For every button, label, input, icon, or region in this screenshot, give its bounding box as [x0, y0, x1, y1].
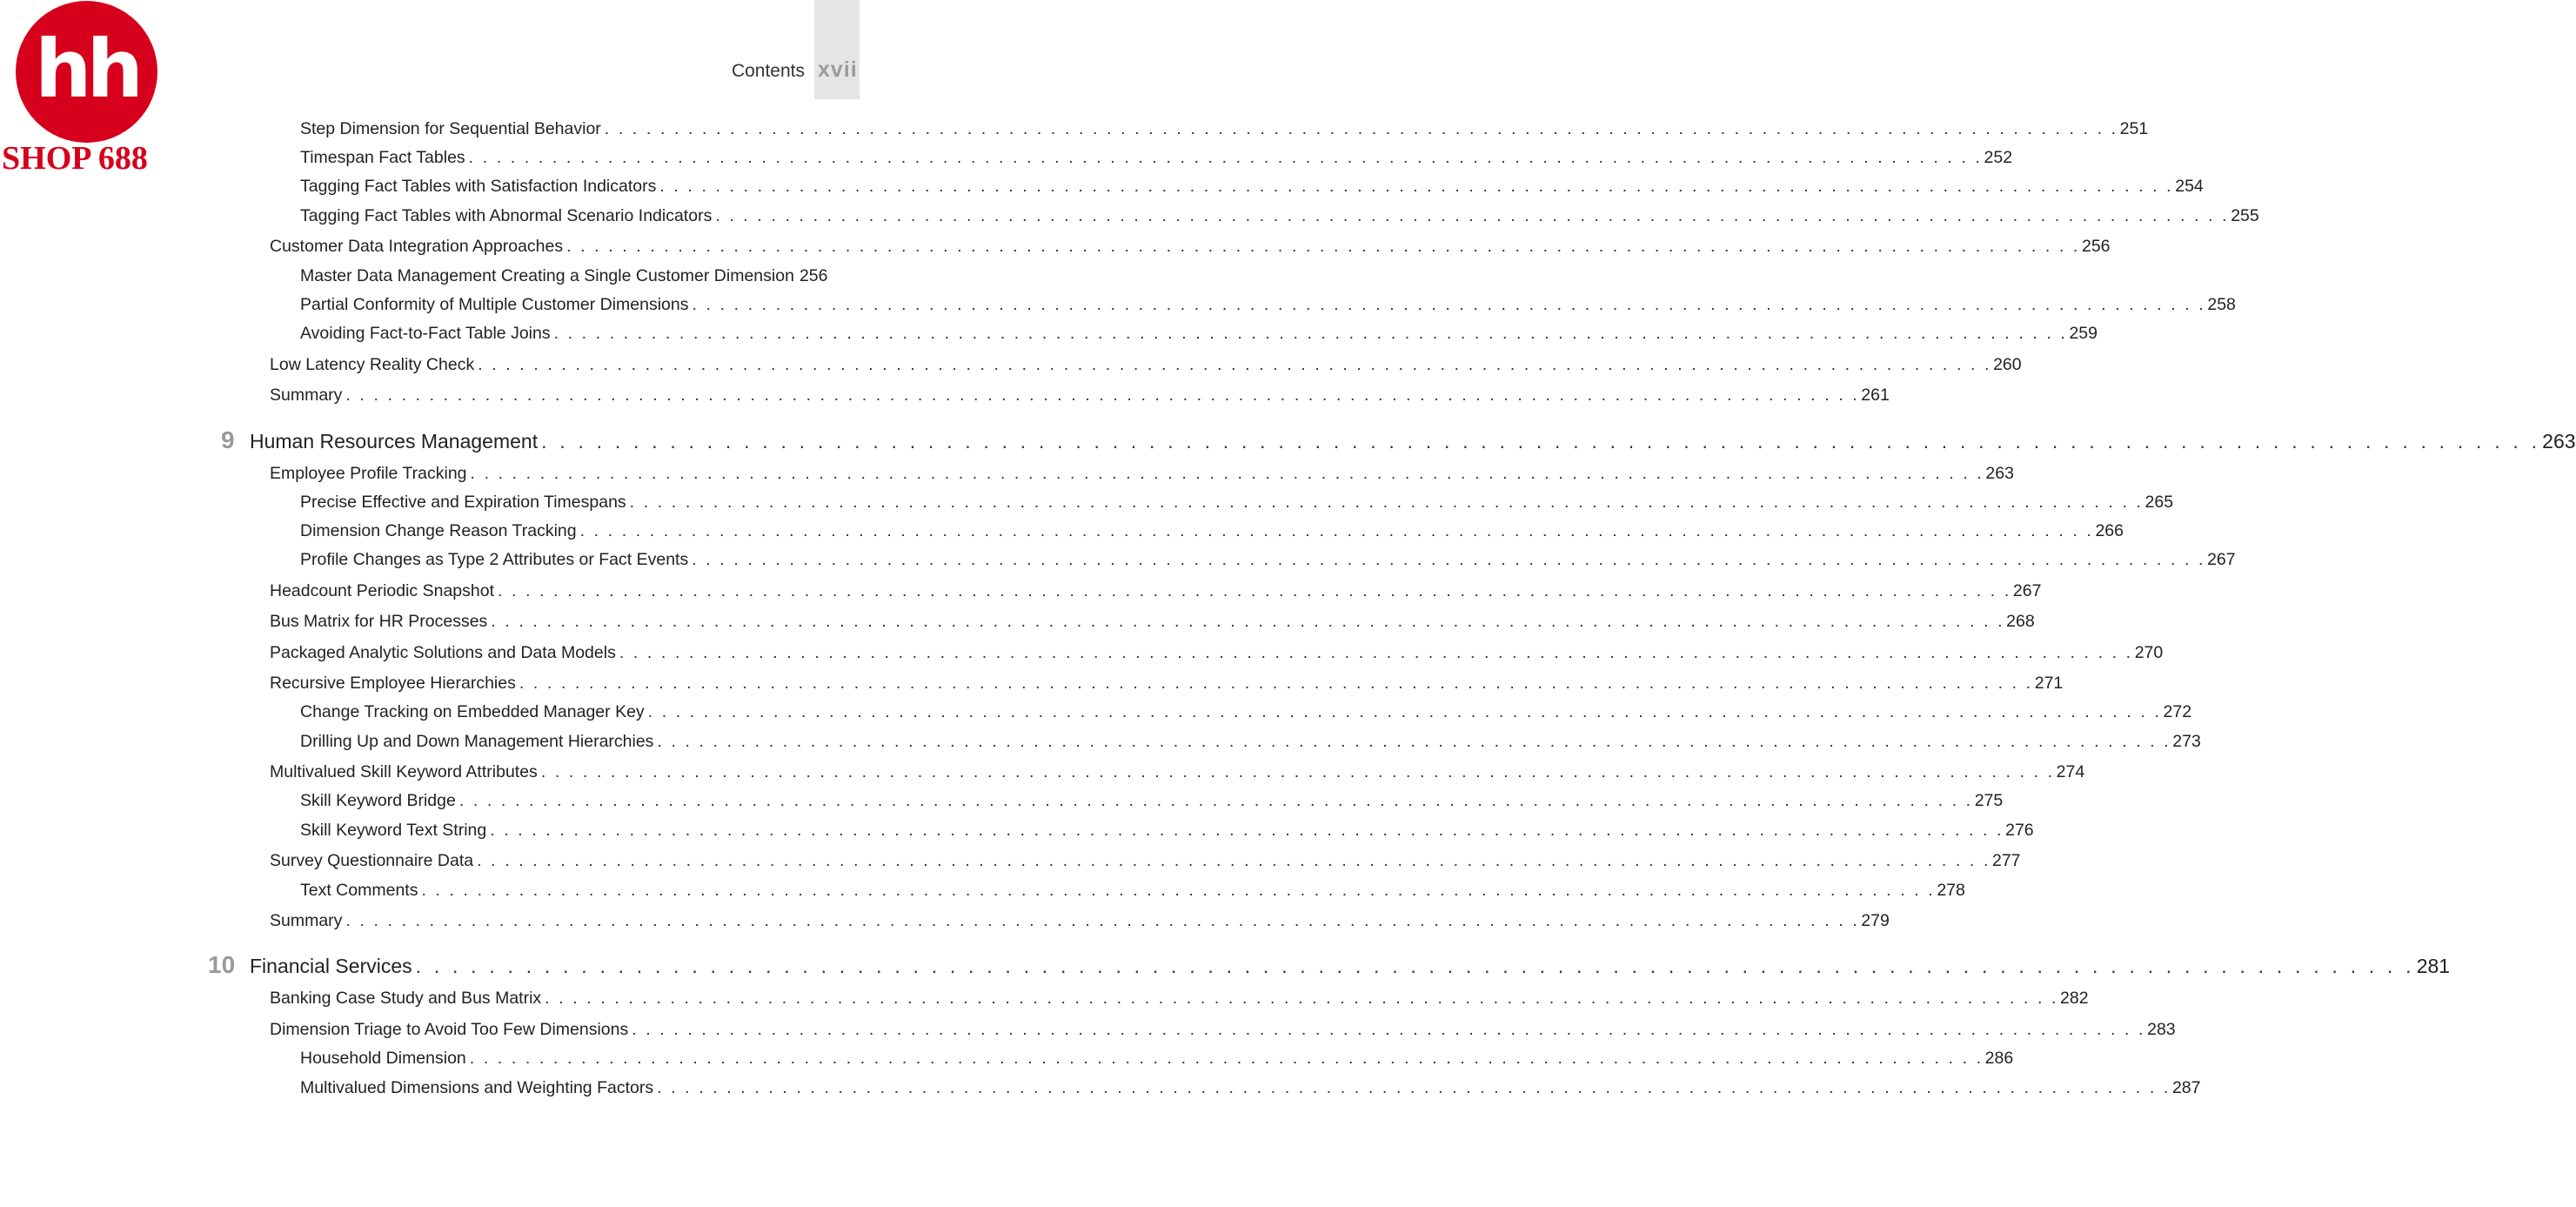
toc-entry-title: Survey Questionnaire Data	[270, 851, 474, 870]
dot-leader: . . . . . . . . . . . . . . . . . . . . . . . . . . . . . . . . . . . . . . . . . . . . . . . . . . . . . . . . . . . . . . . . . . . . . . . . . . . . . . . . . . . . . . . . . . . . . . . . . . . . . . . . . . . . .	[490, 821, 2004, 840]
toc-entry-page-number: 278	[1937, 881, 1965, 900]
toc-entry-page-number: 279	[1861, 911, 1890, 930]
toc-chapter-entry[interactable]	[250, 953, 2451, 979]
toc-entry[interactable]	[300, 322, 2098, 345]
toc-entry-title: Human Resources Management	[250, 430, 539, 453]
toc-entry-page-number: 267	[2207, 550, 2236, 569]
toc-entry[interactable]	[270, 353, 2022, 376]
toc-chapter-entry[interactable]	[250, 428, 2576, 454]
toc-entry[interactable]	[300, 265, 826, 287]
toc-entry-title: Headcount Periodic Snapshot	[270, 581, 495, 600]
toc-entry-title: Profile Changes as Type 2 Attributes or Fact Events	[300, 550, 689, 569]
running-header-title: Contents	[731, 61, 805, 81]
dot-leader: . . . . . . . . . . . . . . . . . . . . . . . . . . . . . . . . . . . . . . . . . . . . . . . . . . . . . . . . . . . . . . . . . . . . . . . . . . . . . . . . . . . . . . . . . . . . . . . . . . . . . . . . . . . . .	[345, 911, 1860, 930]
dot-leader: . . . . . . . . . . . . . . . . . . . . . . . . . . . . . . . . . . . . . . . . . . . . . . . . . . . . . . . . . . . . . . . . . . . . . . . . . . . . . . . . . . . . . . . . . . . . . . . . . . . . . . . . . . . . .	[545, 989, 2059, 1008]
toc-entry-page-number: 266	[2095, 521, 2124, 540]
toc-entry-title: Skill Keyword Bridge	[300, 791, 456, 810]
toc-entry-title: Household Dimension	[300, 1049, 466, 1068]
dot-leader: . . . . . . . . . . . . . . . . . . . . . . . . . . . . . . . . . . . . . . . . . . . . . . . . . . . . . . . . . . . . . . . . . . . . . . . . . . . . . . . . . . . . . . . . . . . . . . . . . . . . . . . . . . . . .	[478, 355, 1992, 374]
toc-entry[interactable]	[300, 789, 2004, 812]
toc-entry-title: Summary	[270, 911, 343, 930]
header-tab	[814, 0, 860, 99]
toc-entry-page-number: 286	[1984, 1049, 2014, 1068]
dot-leader: . . . . . . . . . . . . . . . . . . . . . . . . . . . . . . . . . . . . . . . . . . . . . . . . . . . . . . . . . . . . . . . . . . . . . . . . . . . . . . . . . . . . . . . . . . . . . . . . . . . . . . . . . . . . .	[470, 464, 1984, 483]
toc-entry-title: Step Dimension for Sequential Behavior	[300, 119, 601, 138]
dot-leader: . . . . . . . . . . . . . . . . . . . . . . . . . . . . . . . . . . . . . . . . . . . . . . . . . . . . . . . . . . . . . . . . . . . . . . . . . . . . . . . . . . . . . . . . . . . . . . . . . . . . . . . . . . . . .	[566, 237, 2080, 256]
toc-entry[interactable]	[270, 641, 2164, 664]
dot-leader: . . . . . . . . . . . . . . . . . . . . . . . . . . . . . . . . . . . . . . . . . . . . . . . . . . . . . . . . . . . . . . . . . . . . . . . . . . . . . . . . . . . . . . . . . . . . . . . . . . . . . . . . . . . . .	[632, 1020, 2146, 1039]
toc-entry-page-number: 270	[2134, 643, 2164, 662]
toc-entry[interactable]	[270, 987, 2089, 1009]
toc-entry[interactable]	[300, 1076, 2201, 1099]
toc-entry-page-number: 254	[2175, 177, 2204, 196]
toc-entry[interactable]	[300, 701, 2192, 723]
toc-entry[interactable]	[300, 146, 2013, 169]
toc-entry-title: Tagging Fact Tables with Abnormal Scenario Indicators	[300, 206, 713, 225]
toc-entry-title: Partial Conformity of Multiple Customer Dimensions	[300, 295, 689, 314]
toc-entry-title: Customer Data Integration Approaches	[270, 237, 564, 256]
toc-entry-page-number: 252	[1984, 148, 2013, 167]
toc-entry[interactable]	[270, 1018, 2176, 1041]
toc-entry-title: Banking Case Study and Bus Matrix	[270, 989, 542, 1008]
dot-leader: . . . . . . . . . . . . . . . . . . . . . . . . . . . . . . . . . . . . . . . . . . . . . . . . . . . . . . . . . . . . . . . . . . . . . . . . . . . . . . . . . . . . . . . . . . . . . . . . . . . . . . . . . . . . .	[540, 762, 2055, 781]
toc-entry[interactable]	[300, 819, 2034, 842]
toc-entry-title: Drilling Up and Down Management Hierarchies	[300, 732, 654, 751]
toc-entry-title: Low Latency Reality Check	[270, 355, 475, 374]
dot-leader: . . . . . . . . . . . . . . . . . . . . . . . . . . . . . . . . . . . . . . . . . . . . . . . . . . . . . . . . . . . . . . . . . . . . . . . . . . . . . . . . . . . . . . . . . . . . . . . . . . . . . . . . . . . . .	[469, 1049, 1984, 1068]
dot-leader: . . . . . . . . . . . . . . . . . . . . . . . . . . . . . . . . . . . . . . . . . . . . . . . . . . . . . . . . . . . . . . . . . . . . . . . . . . . . . . . . . . . . . . . . . . . . . . . . . . . . . . . . . . . . .	[692, 550, 2206, 569]
dot-leader: . . . . . . . . . . . . . . . . . . . . . . . . . . . . . . . . . . . . . . . . . . . . . . . . . . . . . . . . . . . . . . . . . . . . . . . . . . . . . . . . . . . . . . . . . . . . . . . . . . . . . . . . . . . . .	[579, 521, 2094, 540]
toc-entry-title: Master Data Management Creating a Single Customer Dimension	[300, 266, 794, 285]
dot-leader: . . . . . . . . . . . . . . . . . . . . . . . . . . . . . . . . . . . . . . . . . . . . . . . . . . . . . . . . . . . . . . . . . . . . . . . . . . . . . . . . . . . . . . . . . . . . . . . . . . . . . . . . . . . . .	[498, 581, 2011, 600]
toc-entry-page-number: 261	[1861, 386, 1890, 405]
dot-leader: . . . . . . . . . . . . . . . . . . . . . . . . . . . . . . . . . . . . . . . . . . . . . . . . . . . . . . . . . . . . . . . . . . . . . . . . . . . . . . . . . . . . . . . . . . . . . . . . . . . . . . . . . . . . .	[715, 206, 2230, 225]
toc-entry-page-number: 265	[2144, 493, 2174, 512]
toc-entry-title: Skill Keyword Text String	[300, 821, 487, 840]
toc-entry-page-number: 272	[2163, 702, 2192, 721]
toc-entry[interactable]	[270, 672, 2064, 694]
toc-entry-title: Summary	[270, 386, 343, 405]
toc-entry-page-number: 260	[1993, 355, 2022, 374]
chapter-number: 9	[221, 426, 235, 453]
toc-entry[interactable]	[300, 520, 2124, 542]
toc-entry[interactable]	[270, 580, 2042, 602]
toc-entry[interactable]	[270, 761, 2085, 783]
toc-entry-page-number: 256	[799, 266, 828, 285]
dot-leader: . . . . . . . . . . . . . . . . . . . . . . . . . . . . . . . . . . . . . . . . . . . . . . . . . . . . . . . . . . . . . . . . . . . . . . . . . . . . . . . . . . . . . . . . . . . . . . . . . . . . . . . . . . . . .	[657, 732, 2171, 751]
toc-entry-page-number: 273	[2172, 732, 2201, 751]
toc-entry-page-number: 276	[2005, 821, 2034, 840]
toc-entry[interactable]	[300, 730, 2201, 753]
toc-entry-title: Bus Matrix for HR Processes	[270, 612, 488, 631]
toc-entry[interactable]	[270, 235, 2111, 258]
toc-entry-page-number: 263	[2542, 430, 2576, 453]
shop-caption: SHOP 688	[2, 140, 148, 177]
toc-entry-title: Recursive Employee Hierarchies	[270, 674, 516, 693]
toc-entry-title: Employee Profile Tracking	[270, 464, 467, 483]
toc-entry-page-number: 267	[2012, 581, 2042, 600]
running-header-page-number: xvii	[818, 57, 858, 82]
dot-leader: . . . . . . . . . . . . . . . . . . . . . . . . . . . . . . . . . . . . . . . . . . . . . . . . . . . . . . . . . . . . . . . . . . . . . . . . . . . . . . . . . . . . . . . . . . . . . . . . . . . . . . . . . . . . .	[604, 119, 2118, 138]
toc-entry-page-number: 282	[2060, 989, 2089, 1008]
toc-entry-title: Text Comments	[300, 881, 418, 900]
toc-entry-page-number: 274	[2056, 762, 2085, 781]
toc-entry-page-number: 258	[2207, 295, 2236, 314]
dot-leader: . . . . . . . . . . . . . . . . . . . . . . . . . . . . . . . . . . . . . . . . . . . . . . . . . . . . . . . . . . . . . . . . . . . . . . . . . . . . . . . . . . . . . . . . . . . . . . . . . . . . . . . . . . . . .	[657, 1078, 2171, 1097]
toc-entry-title: Tagging Fact Tables with Satisfaction Indicators	[300, 177, 657, 196]
dot-leader: . . . . . . . . . . . . . . . . . . . . . . . . . . . . . . . . . . . . . . . . . . . . . . . . . . . . . . . . . . . . . . . . . . . . . . . . . . . . . . . . . . . . . . . . . . . . . . . . . . . . . . . . . . . . .	[541, 430, 2541, 453]
dot-leader: . . . . . . . . . . . . . . . . . . . . . . . . . . . . . . . . . . . . . . . . . . . . . . . . . . . . . . . . . . . . . . . . . . . . . . . . . . . . . . . . . . . . . . . . . . . . . . . . . . . . . . . . . . . . .	[415, 955, 2415, 977]
logo-badge	[16, 1, 157, 143]
toc-entry-page-number: 287	[2171, 1078, 2201, 1097]
toc-entry-page-number: 271	[2034, 674, 2064, 693]
dot-leader: . . . . . . . . . . . . . . . . . . . . . . . . . . . . . . . . . . . . . . . . . . . . . . . . . . . . . . . . . . . . . . . . . . . . . . . . . . . . . . . . . . . . . . . . . . . . . . . . . . . . . . . . . . . . .	[519, 674, 2033, 693]
dot-leader: . . . . . . . . . . . . . . . . . . . . . . . . . . . . . . . . . . . . . . . . . . . . . . . . . . . . . . . . . . . . . . . . . . . . . . . . . . . . . . . . . . . . . . . . . . . . . . . . . . . . . . . . . . . . .	[659, 177, 2174, 196]
toc-entry[interactable]	[270, 849, 2021, 872]
toc-entry-title: Dimension Triage to Avoid Too Few Dimensions	[270, 1020, 629, 1039]
toc-entry-title: Precise Effective and Expiration Timespans	[300, 493, 626, 512]
toc-entry-page-number: 275	[1974, 791, 2004, 810]
toc-entry-page-number: 255	[2231, 206, 2259, 225]
toc-entry-title: Change Tracking on Embedded Manager Key	[300, 702, 645, 721]
toc-entry-page-number: 281	[2416, 955, 2451, 977]
toc-entry[interactable]	[300, 1047, 2014, 1070]
toc-entry[interactable]	[300, 293, 2236, 316]
toc-entry-title: Multivalued Skill Keyword Attributes	[270, 762, 538, 781]
toc-entry[interactable]	[270, 610, 2035, 633]
toc-entry[interactable]	[270, 462, 2014, 485]
toc-entry-page-number: 268	[2006, 612, 2035, 631]
toc-entry-title: Multivalued Dimensions and Weighting Factors	[300, 1078, 654, 1097]
toc-entry-page-number: 259	[2069, 324, 2098, 343]
dot-leader: . . . . . . . . . . . . . . . . . . . . . . . . . . . . . . . . . . . . . . . . . . . . . . . . . . . . . . . . . . . . . . . . . . . . . . . . . . . . . . . . . . . . . . . . . . . . . . . . . . . . . . . . . . . . .	[421, 881, 1936, 900]
toc-entry-title: Financial Services	[250, 955, 412, 977]
toc-entry[interactable]	[270, 384, 1890, 406]
dot-leader: . . . . . . . . . . . . . . . . . . . . . . . . . . . . . . . . . . . . . . . . . . . . . . . . . . . . . . . . . . . . . . . . . . . . . . . . . . . . . . . . . . . . . . . . . . . . . . . . . . . . . . . . . . . . .	[619, 643, 2133, 662]
dot-leader: . . . . . . . . . . . . . . . . . . . . . . . . . . . . . . . . . . . . . . . . . . . . . . . . . . . . . . . . . . . . . . . . . . . . . . . . . . . . . . . . . . . . . . . . . . . . . . . . . . . . . . . . . . . . .	[647, 702, 2162, 721]
chapter-number: 10	[208, 951, 236, 978]
dot-leader: . . . . . . . . . . . . . . . . . . . . . . . . . . . . . . . . . . . . . . . . . . . . . . . . . . . . . . . . . . . . . . . . . . . . . . . . . . . . . . . . . . . . . . . . . . . . . . . . . . . . . . . . . . . . .	[491, 612, 2005, 631]
toc-entry-title: Dimension Change Reason Tracking	[300, 521, 577, 540]
dot-leader: . . . . . . . . . . . . . . . . . . . . . . . . . . . . . . . . . . . . . . . . . . . . . . . . . . . . . . . . . . . . . . . . . . . . . . . . . . . . . . . . . . . . . . . . . . . . . . . . . . . . . . . . . . . . .	[692, 295, 2206, 314]
toc-entry-page-number: 283	[2147, 1020, 2176, 1039]
toc-entry[interactable]	[300, 491, 2174, 513]
toc-entry-title: Packaged Analytic Solutions and Data Models	[270, 643, 616, 662]
toc-entry-title: Timespan Fact Tables	[300, 148, 465, 167]
dot-leader: . . . . . . . . . . . . . . . . . . . . . . . . . . . . . . . . . . . . . . . . . . . . . . . . . . . . . . . . . . . . . . . . . . . . . . . . . . . . . . . . . . . . . . . . . . . . . . . . . . . . . . . . . . . . .	[477, 851, 1991, 870]
toc-entry[interactable]	[300, 205, 2259, 227]
dot-leader: . . . . . . . . . . . . . . . . . . . . . . . . . . . . . . . . . . . . . . . . . . . . . . . . . . . . . . . . . . . . . . . . . . . . . . . . . . . . . . . . . . . . . . . . . . . . . . . . . . . . . . . . . . . . .	[468, 148, 1983, 167]
toc-entry[interactable]	[300, 117, 2149, 140]
toc-entry-page-number: 263	[1985, 464, 2014, 483]
toc-entry[interactable]	[300, 548, 2236, 571]
toc-entry-page-number: 277	[1991, 851, 2021, 870]
toc-entry[interactable]	[270, 909, 1890, 932]
logo-mark: hh	[35, 22, 138, 116]
dot-leader: . . . . . . . . . . . . . . . . . . . . . . . . . . . . . . . . . . . . . . . . . . . . . . . . . . . . . . . . . . . . . . . . . . . . . . . . . . . . . . . . . . . . . . . . . . . . . . . . . . . . . . . . . . . . .	[553, 324, 2068, 343]
dot-leader: . . . . . . . . . . . . . . . . . . . . . . . . . . . . . . . . . . . . . . . . . . . . . . . . . . . . . . . . . . . . . . . . . . . . . . . . . . . . . . . . . . . . . . . . . . . . . . . . . . . . . . . . . . . . .	[345, 386, 1860, 405]
toc-entry-title: Avoiding Fact-to-Fact Table Joins	[300, 324, 551, 343]
toc-entry[interactable]	[300, 175, 2204, 198]
dot-leader: . . . . . . . . . . . . . . . . . . . . . . . . . . . . . . . . . . . . . . . . . . . . . . . . . . . . . . . . . . . . . . . . . . . . . . . . . . . . . . . . . . . . . . . . . . . . . . . . . . . . . . . . . . . . .	[629, 493, 2144, 512]
toc-entry-page-number: 256	[2081, 237, 2111, 256]
toc-entry-page-number: 251	[2119, 119, 2149, 138]
dot-leader: . . . . . . . . . . . . . . . . . . . . . . . . . . . . . . . . . . . . . . . . . . . . . . . . . . . . . . . . . . . . . . . . . . . . . . . . . . . . . . . . . . . . . . . . . . . . . . . . . . . . . . . . . . . . .	[458, 791, 1973, 810]
toc-entry[interactable]	[300, 879, 1965, 902]
